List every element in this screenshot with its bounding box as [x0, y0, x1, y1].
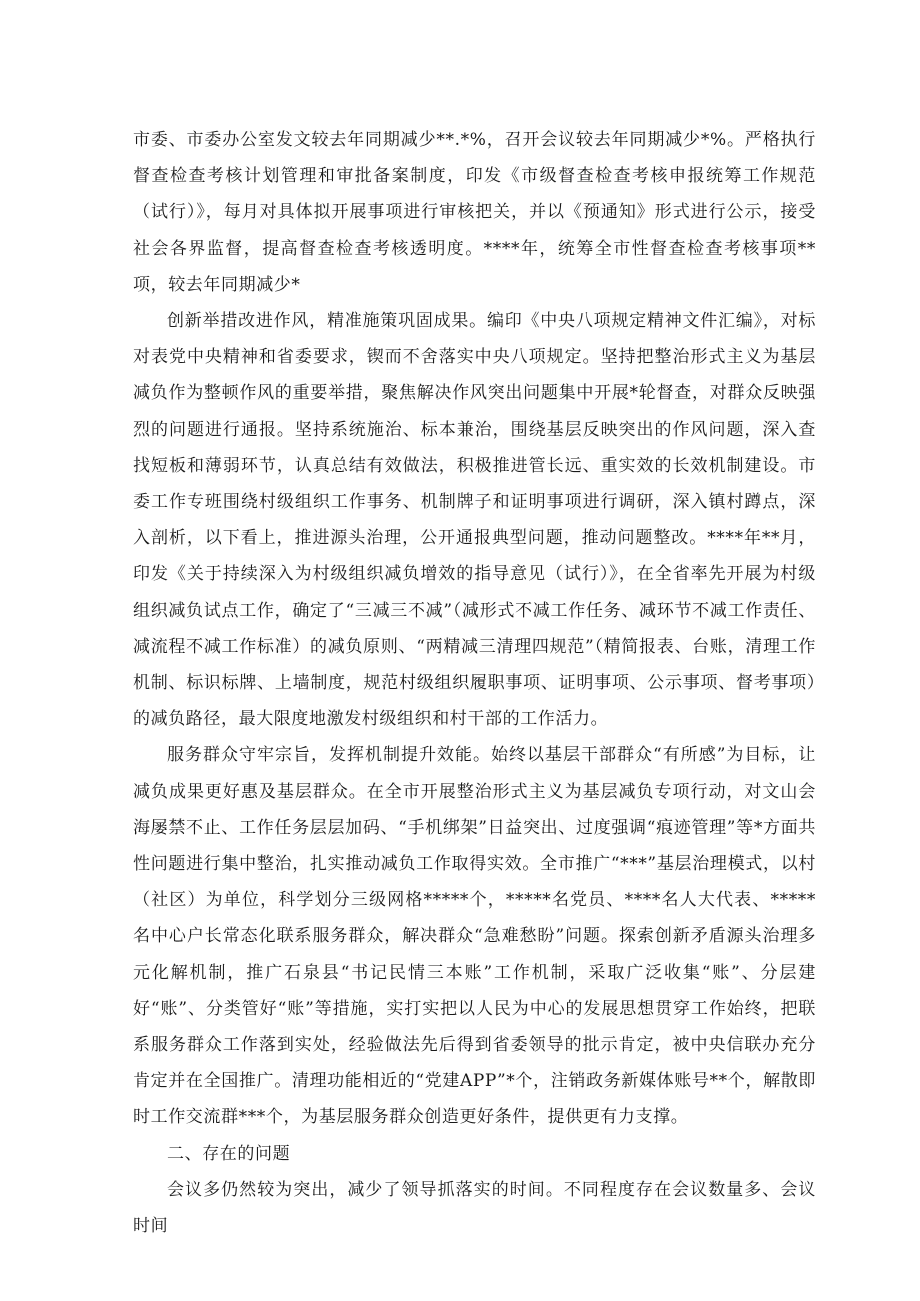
paragraph-continued: 市委、市委办公室发文较去年同期减少**.*%，召开会议较去年同期减少*%。严格执行督查检查考核计划管理和审批备案制度，印发《市级督查检查考核申报统筹工作规范（试行）》，每月对具体拟开展事项进行审核把关，并以《预通知》形式进行公示，接受社会各界监督，提高督查检查考核透明度。****年，统筹全市性督查检查考核事项**项，较去年同期减少* [133, 130, 816, 295]
paragraph-serve-masses: 服务群众守牢宗旨，发挥机制提升效能。始终以基层干部群众“有所感”为目标，让减负成果更好惠及基层群众。在全市开展整治形式主义为基层减负专项行动，对文山会海屡禁不止、工作任务层层加码、“手机绑架”日益突出、过度强调“痕迹管理”等*方面共性问题进行集中整治，扎实推动减负工作取得实效。全市推广“***”基层治理模式，以村（社区）为单位，科学划分三级网格*****个，*****名党员、****名人大代表、*****名中心户长常态化联系服务群众，解决群众“急难愁盼”问题。探索创新矛盾源头治理多元化解机制，推广石泉县“书记民情三本账”工作机制，采取广泛收集“账”、分层建好“账”、分类管好“账”等措施，实打实把以人民为中心的发展思想贯穿工作始终，把联系服务群众工作落到实处，经验做法先后得到省委领导的批示肯定，被中央信联办充分肯定并在全国推广。清理功能相近的“党建APP”*个，注销政务新媒体账号**个，解散即时工作交流群***个，为基层服务群众创造更好条件，提供更有力支撑。 [133, 745, 816, 1128]
paragraph-style-improvement: 创新举措改进作风，精准施策巩固成果。编印《中央八项规定精神文件汇编》，对标对表党中央精神和省委要求，锲而不舍落实中央八项规定。坚持把整治形式主义为基层减负作为整顿作风的重要举措，聚焦解决作风突出问题集中开展*轮督查，对群众反映强烈的问题进行通报。坚持系统施治、标本兼治，围绕基层反映突出的作风问题，深入查找短板和薄弱环节，认真总结有效做法，积极推进管长远、重实效的长效机制建设。市委工作专班围绕村级组织工作事务、机制牌子和证明事项进行调研，深入镇村蹲点，深入剖析，以下看上，推进源头治理，公开通报典型问题，推动问题整改。****年**月，印发《关于持续深入为村级组织减负增效的指导意见（试行）》，在全省率先开展为村级组织减负试点工作，确定了“三减三不减”（减形式不减工作任务、减环节不减工作责任、减流程不减工作标准）的减负原则、“两精减三清理四规范”（精简报表、台账，清理工作机制、标识标牌、上墙制度，规范村级组织履职事项、证明事项、公示事项、督考事项）的减负路径，最大限度地激发村级组织和村干部的工作活力。 [133, 311, 816, 730]
paragraph-meetings: 会议多仍然较为突出，减少了领导抓落实的时间。不同程度存在会议数量多、会议时间 [133, 1179, 816, 1237]
document-body [133, 122, 816, 1244]
section-heading-problems: 二、存在的问题 [167, 1143, 291, 1164]
